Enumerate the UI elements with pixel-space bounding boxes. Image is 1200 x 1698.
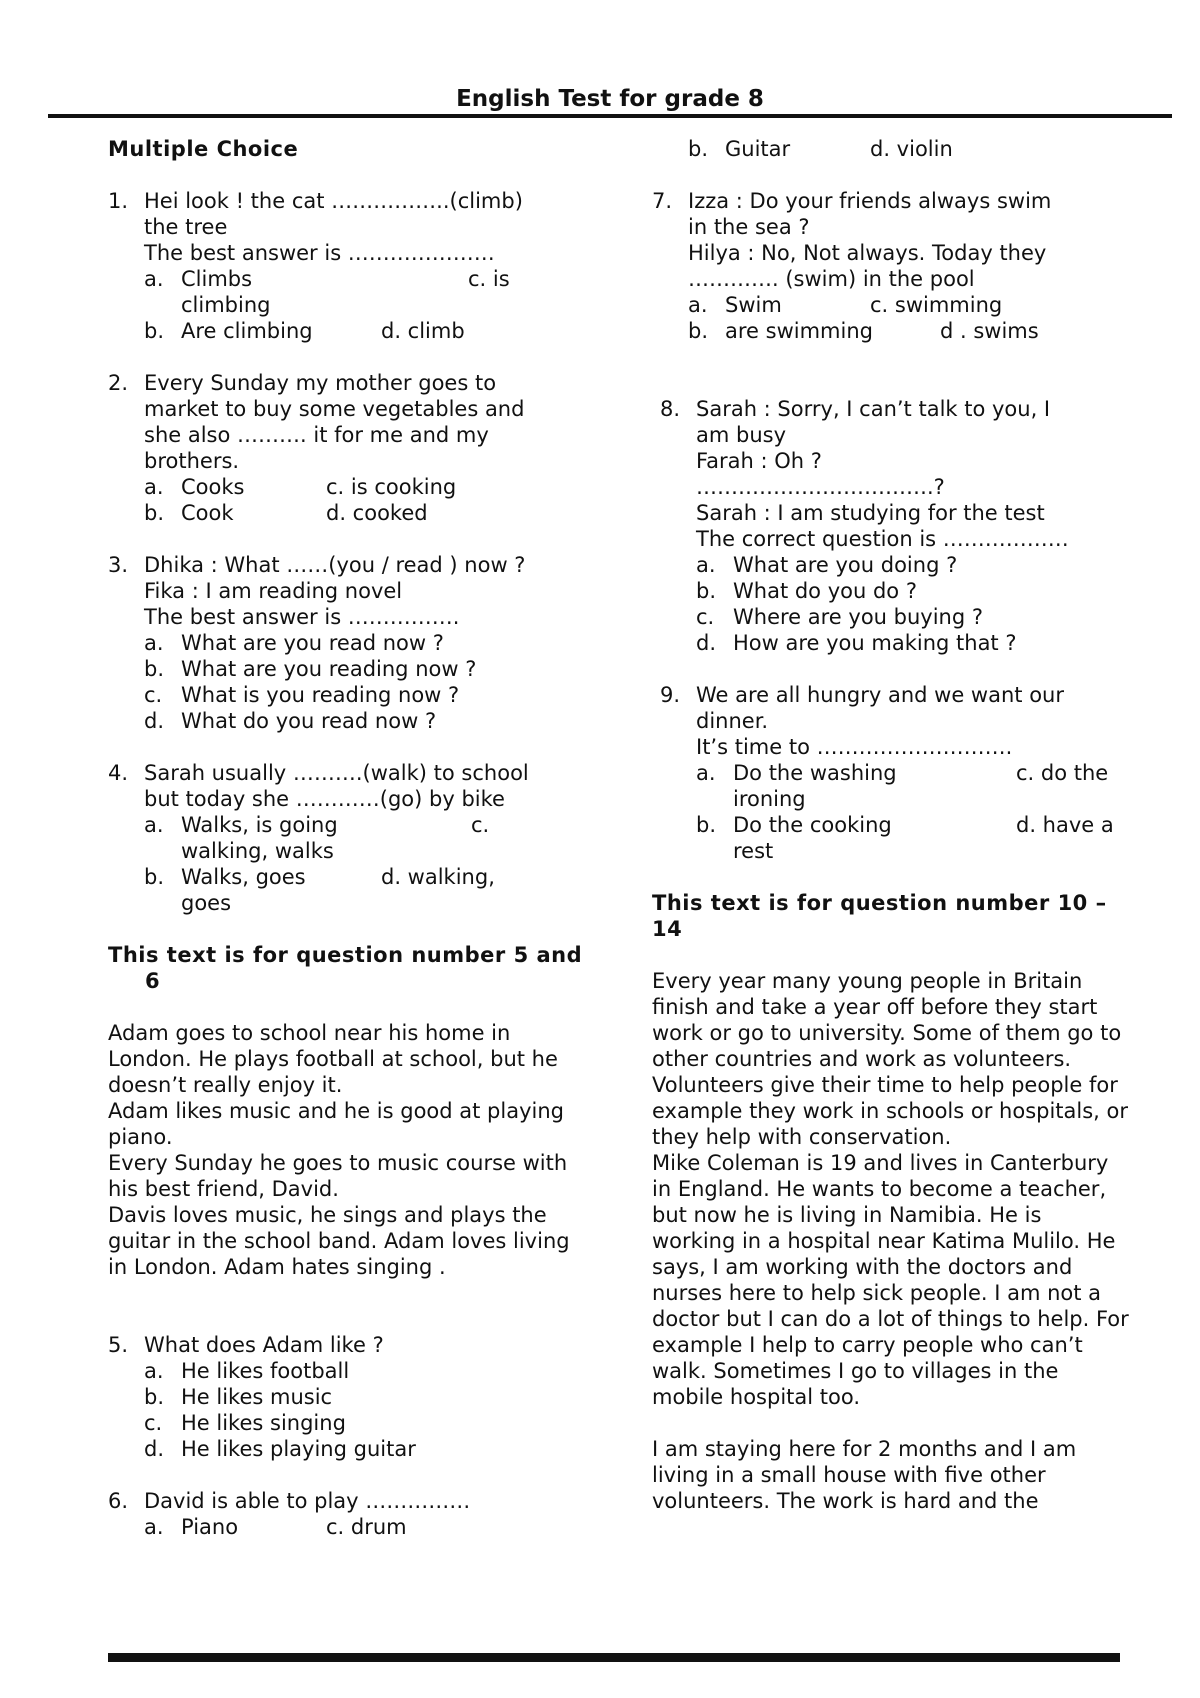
question-stem: …………. (swim) in the pool xyxy=(688,267,975,291)
option-letter: a. xyxy=(696,761,716,785)
option-row xyxy=(144,266,588,292)
question-stem: dinner. xyxy=(696,709,769,733)
option-letter: a. xyxy=(144,1359,164,1383)
top-rule xyxy=(48,114,1172,118)
option-letter: a. xyxy=(696,553,716,577)
question-stem: Hei look ! the cat ……………..(climb) xyxy=(144,189,523,213)
option-letter: b. xyxy=(144,865,165,889)
question-stem: David is able to play …………… xyxy=(144,1489,471,1513)
question-stem: The correct question is ……………… xyxy=(696,527,1069,551)
question-number: 4. xyxy=(108,761,129,785)
question-stem: am busy xyxy=(696,423,787,447)
option-letter: d. xyxy=(144,1437,165,1461)
passage-paragraph: Davis loves music, he sings and plays the guitar in the school band. Adam loves living in London. Adam hates singing . xyxy=(108,1203,570,1279)
option-letter: c. xyxy=(144,683,163,707)
option-c: c. xyxy=(471,813,490,837)
option-row xyxy=(144,318,588,344)
question-9 xyxy=(652,682,1130,864)
question-2 xyxy=(108,370,588,526)
option-c-continued: ironing xyxy=(733,787,806,811)
option-letter: b. xyxy=(144,319,165,343)
option-d: d. walking, xyxy=(381,865,495,889)
option-text: What do you do ? xyxy=(733,579,917,603)
option-letter: b. xyxy=(144,501,165,525)
option-letter: a. xyxy=(144,631,164,655)
option-a: Cooks xyxy=(181,475,245,499)
option-d-continued: rest xyxy=(733,839,774,863)
question-number: 2. xyxy=(108,371,129,395)
passage-paragraph: Mike Coleman is 19 and lives in Canterbury in England. He wants to become a teacher, but now he is living in Namibia. He is working in a hospital near Katima Mulilo. He says, I am working with the doctors and nurses here to help sick people. I am not a doctor but I can do a lot of things to help. For example I help to carry people who can’t walk. Sometimes I go to villages in the mobile hospital too. xyxy=(652,1151,1129,1409)
option-letter: b. xyxy=(688,319,709,343)
question-4 xyxy=(108,760,588,916)
option-letter: b. xyxy=(688,137,709,161)
question-number: 7. xyxy=(652,189,673,213)
option-text: What are you reading now ? xyxy=(181,657,477,681)
question-stem: in the sea ? xyxy=(688,215,810,239)
option-a: Do the washing xyxy=(733,761,897,785)
option-d: d. climb xyxy=(381,319,465,343)
option-text: How are you making that ? xyxy=(733,631,1017,655)
question-6-continued xyxy=(652,136,1130,162)
question-stem: Hilya : No, Not always. Today they xyxy=(688,241,1047,265)
question-stem: …………………………….? xyxy=(696,475,945,499)
question-stem: the tree xyxy=(144,215,228,239)
question-stem: Sarah : I am studying for the test xyxy=(696,501,1045,525)
question-stem: Fika : I am reading novel xyxy=(144,579,403,603)
question-stem: The best answer is ………………… xyxy=(144,241,495,265)
option-text: What are you doing ? xyxy=(733,553,958,577)
question-number: 1. xyxy=(108,189,129,213)
question-stem: but today she …………(go) by bike xyxy=(144,787,505,811)
question-6 xyxy=(108,1488,588,1540)
option-letter: b. xyxy=(144,657,165,681)
question-stem: What does Adam like ? xyxy=(144,1333,384,1357)
option-a: Piano xyxy=(181,1515,239,1539)
text-heading: This text is for question number 5 and 6 xyxy=(108,943,583,993)
option-c-continued: climbing xyxy=(181,293,271,317)
text-heading: This text is for question number 10 – 14 xyxy=(652,891,1107,941)
left-column xyxy=(108,136,588,1540)
question-stem: Dhika : What ……(you / read ) now ? xyxy=(144,553,526,577)
section-heading: Multiple Choice xyxy=(108,137,299,161)
option-text: What do you read now ? xyxy=(181,709,437,733)
question-stem: Farah : Oh ? xyxy=(696,449,822,473)
page-title: English Test for grade 8 xyxy=(456,86,764,112)
option-letter: a. xyxy=(144,1515,164,1539)
passage-paragraph: Adam likes music and he is good at playing piano. xyxy=(108,1099,564,1149)
bottom-rule xyxy=(108,1653,1120,1662)
option-d: d. have a xyxy=(1016,813,1114,837)
option-b: Cook xyxy=(181,501,234,525)
question-stem: We are all hungry and we want our xyxy=(696,683,1064,707)
option-b: Walks, goes xyxy=(181,865,306,889)
option-b: Guitar xyxy=(725,137,791,161)
option-d: d. cooked xyxy=(326,501,428,525)
question-3 xyxy=(108,552,588,734)
option-letter: a. xyxy=(688,293,708,317)
passage-paragraph: Every Sunday he goes to music course with his best friend, David. xyxy=(108,1151,568,1201)
passage-paragraph: I am staying here for 2 months and I am living in a small house with five other volunteers. The work is hard and the xyxy=(652,1437,1077,1513)
question-number: 6. xyxy=(108,1489,129,1513)
option-c: c. is cooking xyxy=(326,475,457,499)
question-stem: she also ………. it for me and my xyxy=(144,423,489,447)
option-text: What is you reading now ? xyxy=(181,683,460,707)
option-c: c. swimming xyxy=(870,293,1003,317)
option-letter: a. xyxy=(144,813,164,837)
option-b: Are climbing xyxy=(181,319,313,343)
option-letter: b. xyxy=(144,1385,165,1409)
option-text: He likes music xyxy=(181,1385,333,1409)
question-5 xyxy=(108,1332,588,1462)
question-number: 5. xyxy=(108,1333,129,1357)
question-stem: market to buy some vegetables and xyxy=(144,397,525,421)
question-stem: Sarah usually ……….(walk) to school xyxy=(144,761,529,785)
option-letter: b. xyxy=(696,813,717,837)
option-c: c. is xyxy=(468,267,510,291)
option-text: He likes football xyxy=(181,1359,350,1383)
passage-paragraph: Adam goes to school near his home in London. He plays football at school, but he doesn’t really enjoy it. xyxy=(108,1021,558,1097)
right-column xyxy=(652,136,1130,1514)
question-number: 8. xyxy=(660,397,681,421)
option-a: Swim xyxy=(725,293,782,317)
option-c: c. drum xyxy=(326,1515,407,1539)
option-b: are swimming xyxy=(725,319,873,343)
option-text: He likes singing xyxy=(181,1411,346,1435)
option-letter: c. xyxy=(696,605,715,629)
option-letter: a. xyxy=(144,267,164,291)
option-letter: d. xyxy=(144,709,165,733)
option-a: Climbs xyxy=(181,267,253,291)
option-b: Do the cooking xyxy=(733,813,892,837)
option-letter: d. xyxy=(696,631,717,655)
question-stem: Every Sunday my mother goes to xyxy=(144,371,497,395)
question-number: 3. xyxy=(108,553,129,577)
option-d: d . swims xyxy=(940,319,1039,343)
option-text: Where are you buying ? xyxy=(733,605,984,629)
option-text: What are you read now ? xyxy=(181,631,444,655)
option-c-continued: walking, walks xyxy=(181,839,334,863)
option-d-continued: goes xyxy=(181,891,232,915)
option-c: c. do the xyxy=(1016,761,1109,785)
question-stem: brothers. xyxy=(144,449,240,473)
passage-paragraph: Every year many young people in Britain finish and take a year off before they start work or go to university. Some of them go to other countries and work as volunteers. Volunteers give their time to help people for example they work in schools or hospitals, or they help with conservation. xyxy=(652,969,1129,1149)
question-stem: The best answer is ……………. xyxy=(144,605,460,629)
question-stem: Sarah : Sorry, I can’t talk to you, I xyxy=(696,397,1051,421)
option-text: He likes playing guitar xyxy=(181,1437,416,1461)
option-d: d. violin xyxy=(870,137,953,161)
option-a: Walks, is going xyxy=(181,813,338,837)
question-stem: It’s time to ………………………. xyxy=(696,735,1013,759)
question-1 xyxy=(108,188,588,344)
question-7 xyxy=(652,188,1130,344)
question-8 xyxy=(652,396,1130,656)
option-letter: a. xyxy=(144,475,164,499)
option-letter: b. xyxy=(696,579,717,603)
question-stem: Izza : Do your friends always swim xyxy=(688,189,1052,213)
question-number: 9. xyxy=(660,683,681,707)
option-letter: c. xyxy=(144,1411,163,1435)
